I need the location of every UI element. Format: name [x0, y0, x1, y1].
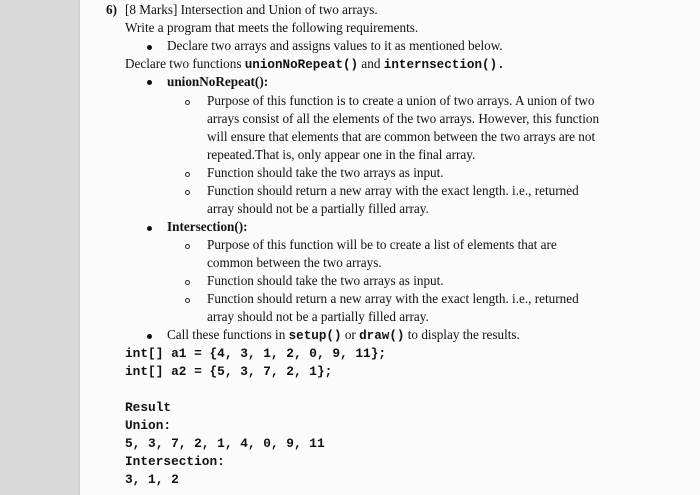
question-number: 6) [106, 2, 117, 17]
or-text: or [344, 327, 356, 342]
circle-bullet-icon [185, 172, 190, 177]
circle-bullet-icon [185, 244, 190, 249]
declare-functions-line [125, 56, 505, 73]
intersection-point-3-line-1: Function should return a new array with the exact length. i.e., returned [207, 291, 579, 306]
call-prefix: Call these functions in [167, 327, 286, 342]
union-point-3-line-2: array should not be a partially filled array. [207, 201, 429, 216]
union-point-1-line-1: Purpose of this function is to create a union of two arrays. A union of two [207, 93, 595, 108]
declare-arrays-text: Declare two arrays and assigns values to it as mentioned below. [167, 38, 503, 53]
union-result: 5, 3, 7, 2, 1, 4, 0, 9, 11 [125, 436, 325, 451]
question-intro: Write a program that meets the following requirements. [125, 20, 419, 35]
union-point-2: Function should take the two arrays as input. [207, 165, 444, 180]
circle-bullet-icon [185, 190, 190, 195]
bullet-icon [147, 80, 152, 85]
union-label: Union: [125, 418, 172, 433]
union-function-code: unionNoRepeat() [244, 58, 359, 72]
intersection-result: 3, 1, 2 [125, 472, 179, 487]
union-point-1-line-2: arrays consist of all the elements of the two arrays. However, this function [207, 111, 600, 126]
intersection-title: Intersection(): [167, 219, 248, 234]
declare-functions-prefix: Declare two functions [125, 56, 242, 71]
circle-bullet-icon [185, 280, 190, 285]
union-point-1-line-3: will ensure that elements that are common between the two arrays are not [207, 129, 596, 144]
bullet-icon [147, 45, 152, 50]
document-page [80, 0, 700, 495]
circle-bullet-icon [185, 100, 190, 105]
intersection-label: Intersection: [125, 454, 225, 469]
draw-code: draw() [359, 329, 405, 343]
union-point-1-line-4: repeated.That is, only appear one in the final array. [207, 147, 476, 162]
question-heading: [8 Marks] Intersection and Union of two arrays. [125, 2, 378, 17]
code-line-a2: int[] a2 = {5, 3, 7, 2, 1}; [125, 364, 333, 379]
circle-bullet-icon [185, 298, 190, 303]
and-text: and [361, 56, 381, 71]
union-point-3-line-1: Function should return a new array with the exact length. i.e., returned [207, 183, 579, 198]
intersection-point-3-line-2: array should not be a partially filled array. [207, 309, 429, 324]
intersection-point-2: Function should take the two arrays as input. [207, 273, 444, 288]
setup-code: setup() [288, 329, 342, 343]
intersection-point-1-line-2: common between the two arrays. [207, 255, 382, 270]
intersection-point-1-line-1: Purpose of this function will be to create a list of elements that are [207, 237, 557, 252]
call-functions-line [167, 327, 520, 344]
result-label: Result [125, 400, 172, 415]
union-title: unionNoRepeat(): [167, 74, 269, 89]
intersection-function-code: internsection(). [383, 58, 505, 72]
bullet-icon [147, 334, 152, 339]
call-suffix: to display the results. [407, 327, 520, 342]
code-line-a1: int[] a1 = {4, 3, 1, 2, 0, 9, 11}; [125, 346, 387, 361]
bullet-icon [147, 226, 152, 231]
